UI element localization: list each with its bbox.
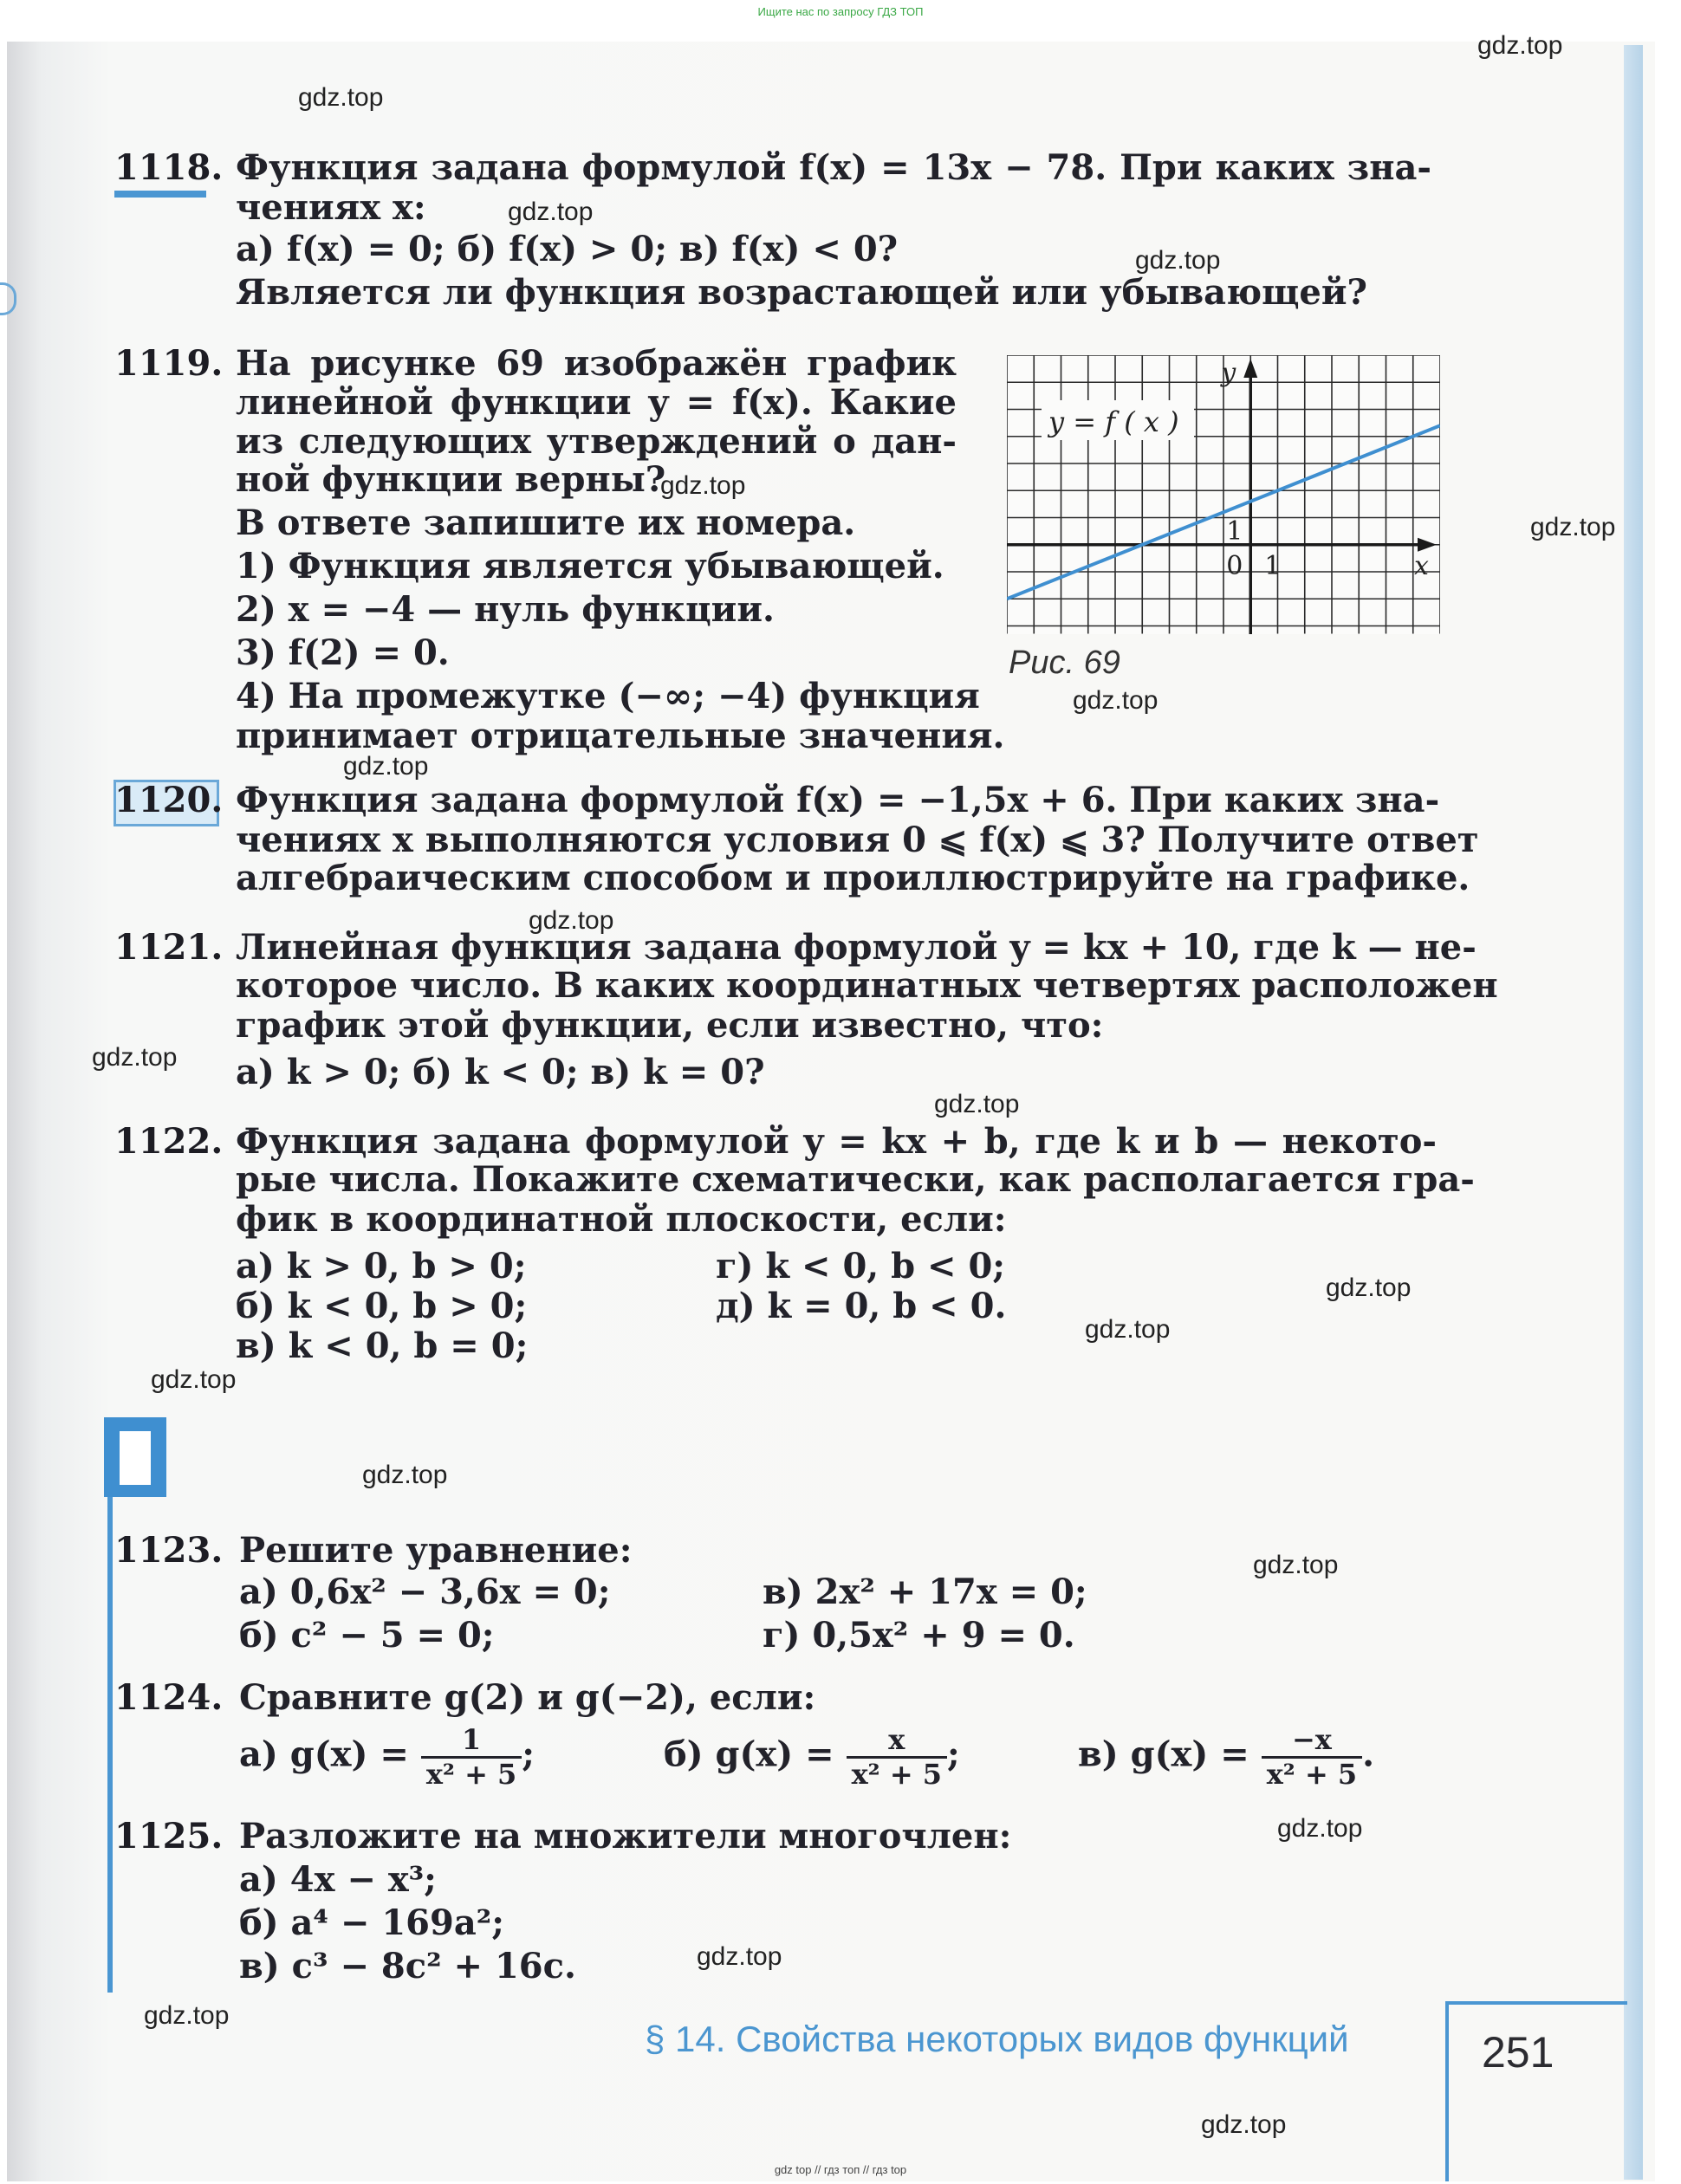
watermark: gdz.top [1277, 1814, 1363, 1843]
footer-rule [1445, 2001, 1449, 2181]
exercise-text: Функция задана формулой y = kx + b, где k и b — некото- [236, 1121, 1437, 1162]
watermark: gdz.top [697, 1942, 782, 1971]
bottom-note: gdz top // гдз топ // гдз top [774, 2163, 907, 2176]
x-unit-label: 1 [1264, 550, 1282, 581]
exercise-option: а) k > 0, b > 0; [236, 1246, 527, 1286]
top-note: Ищите нас по запросу ГДЗ ТОП [757, 5, 924, 18]
exercise-option: б) k < 0, b > 0; [236, 1286, 528, 1326]
option-suffix: . [1362, 1734, 1375, 1775]
section-rule [107, 1497, 113, 1993]
exercise-number: 1123. [114, 1530, 224, 1571]
watermark: gdz.top [1135, 246, 1221, 275]
exercise-text: Линейная функция задана формулой y = kx + 10, где k — не- [236, 927, 1477, 968]
exercise-text: 3) f(2) = 0. [236, 632, 450, 673]
linear-function-graph [1007, 355, 1440, 634]
exercise-option: а) 4x − x³; [239, 1859, 437, 1900]
watermark: gdz.top [151, 1365, 237, 1394]
numerator: −x [1262, 1724, 1362, 1759]
exercise-option [1078, 1724, 1374, 1791]
watermark: gdz.top [934, 1090, 1020, 1118]
option-suffix: ; [947, 1734, 960, 1775]
exercise-option: в) c³ − 8c² + 16c. [239, 1946, 576, 1986]
figure-caption: Рис. 69 [1009, 645, 1120, 681]
watermark: gdz.top [1201, 2110, 1287, 2139]
exercise-text: принимает отрицательные значения. [236, 716, 1005, 756]
origin-label: 0 [1226, 550, 1243, 581]
exercise-text: Функция задана формулой f(x) = 13x − 78. При каких зна- [236, 147, 1431, 188]
watermark: gdz.top [362, 1461, 448, 1489]
exercise-text: В ответе запишите их номера. [236, 502, 856, 543]
watermark: gdz.top [1253, 1551, 1339, 1579]
exercise-text: чениях x: [236, 187, 426, 228]
y-unit-label: 1 [1226, 515, 1243, 547]
exercise-text: алгебраическим способом и проиллюстрируйте на графике. [236, 858, 1470, 898]
exercise-option: в) 2x² + 17x = 0; [763, 1572, 1087, 1612]
section-icon-inner [120, 1431, 151, 1485]
exercise-text: 1) Функция является убывающей. [236, 546, 944, 587]
watermark: gdz.top [508, 198, 594, 226]
exercise-number: 1120. [114, 780, 224, 820]
watermark: gdz.top [1326, 1273, 1412, 1302]
watermark: gdz.top [144, 2001, 230, 2030]
exercise-text: которое число. В каких координатных четвертях расположен [236, 965, 1498, 1006]
option-prefix: в) g(x) = [1078, 1734, 1249, 1775]
denominator: x² + 5 [425, 1757, 517, 1791]
exercise-option [239, 1724, 535, 1791]
fraction [1262, 1724, 1362, 1791]
exercise-text: Сравните g(2) и g(−2), если: [239, 1677, 816, 1718]
exercise-text: линейной функции y = f(x). Какие [236, 382, 957, 423]
exercise-text: из следующих утверждений о дан- [236, 421, 957, 462]
fraction [421, 1724, 522, 1791]
exercise-option: в) k < 0, b = 0; [236, 1325, 529, 1366]
y-axis-label: y [1221, 358, 1236, 388]
watermark: gdz.top [1477, 31, 1563, 60]
exercise-text: чениях x выполняются условия 0 ⩽ f(x) ⩽ 3? Получите ответ [236, 820, 1479, 860]
exercise-option [664, 1724, 960, 1791]
exercise-number: 1124. [114, 1677, 224, 1718]
fraction [847, 1724, 947, 1791]
denominator: x² + 5 [1266, 1757, 1358, 1791]
watermark: gdz.top [660, 471, 746, 500]
exercise-text: Решите уравнение: [239, 1530, 633, 1571]
exercise-option: г) k < 0, b < 0; [716, 1246, 1006, 1286]
exercise-option: д) k = 0, b < 0. [716, 1286, 1007, 1326]
exercise-text: а) k > 0; б) k < 0; в) k = 0? [236, 1052, 765, 1092]
exercise-text: рые числа. Покажите схематически, как располагается гра- [236, 1159, 1475, 1200]
exercise-option: б) c² − 5 = 0; [239, 1615, 495, 1656]
option-suffix: ; [522, 1734, 535, 1775]
x-axis-label: x [1414, 550, 1429, 581]
exercise-text: Является ли функция возрастающей или убывающей? [236, 272, 1367, 313]
exercise-number: 1119. [114, 343, 224, 384]
numerator: 1 [421, 1724, 522, 1759]
exercise-underline [114, 191, 206, 198]
watermark: gdz.top [529, 906, 614, 935]
exercise-number: 1121. [114, 927, 224, 968]
option-prefix: а) g(x) = [239, 1734, 409, 1775]
watermark: gdz.top [343, 752, 429, 781]
exercise-text: Функция задана формулой f(x) = −1,5x + 6. При каких зна- [236, 780, 1440, 820]
exercise-text: На рисунке 69 изображён график [236, 343, 957, 384]
watermark: gdz.top [1530, 513, 1616, 541]
exercise-text: а) f(x) = 0; б) f(x) > 0; в) f(x) < 0? [236, 229, 899, 269]
option-prefix: б) g(x) = [664, 1734, 834, 1775]
footer-rule [1445, 2001, 1627, 2005]
watermark: gdz.top [298, 83, 384, 112]
page-edge [1624, 45, 1643, 2180]
exercise-option: б) a⁴ − 169a²; [239, 1902, 505, 1943]
exercise-number: 1125. [114, 1816, 224, 1857]
exercise-option: г) 0,5x² + 9 = 0. [763, 1615, 1075, 1656]
exercise-text: фик в координатной плоскости, если: [236, 1199, 1007, 1240]
watermark: gdz.top [1085, 1315, 1171, 1344]
exercise-text: Разложите на множители многочлен: [239, 1816, 1012, 1857]
page-number: 251 [1482, 2028, 1554, 2077]
function-label: y = f ( x ) [1048, 405, 1179, 438]
numerator: x [847, 1724, 947, 1759]
exercise-number: 1122. [114, 1121, 224, 1162]
section-title: § 14. Свойства некоторых видов функций [645, 2019, 1349, 2059]
exercise-text: ной функции верны? [236, 459, 666, 500]
exercise-text: график этой функции, если известно, что: [236, 1005, 1104, 1046]
exercise-text: 4) На промежутке (−∞; −4) функция [236, 676, 980, 716]
watermark: gdz.top [1073, 686, 1159, 715]
exercise-number: 1118. [114, 147, 224, 188]
exercise-option: а) 0,6x² − 3,6x = 0; [239, 1572, 611, 1612]
denominator: x² + 5 [851, 1757, 943, 1791]
watermark: gdz.top [92, 1043, 178, 1072]
exercise-text: 2) x = −4 — нуль функции. [236, 589, 775, 630]
